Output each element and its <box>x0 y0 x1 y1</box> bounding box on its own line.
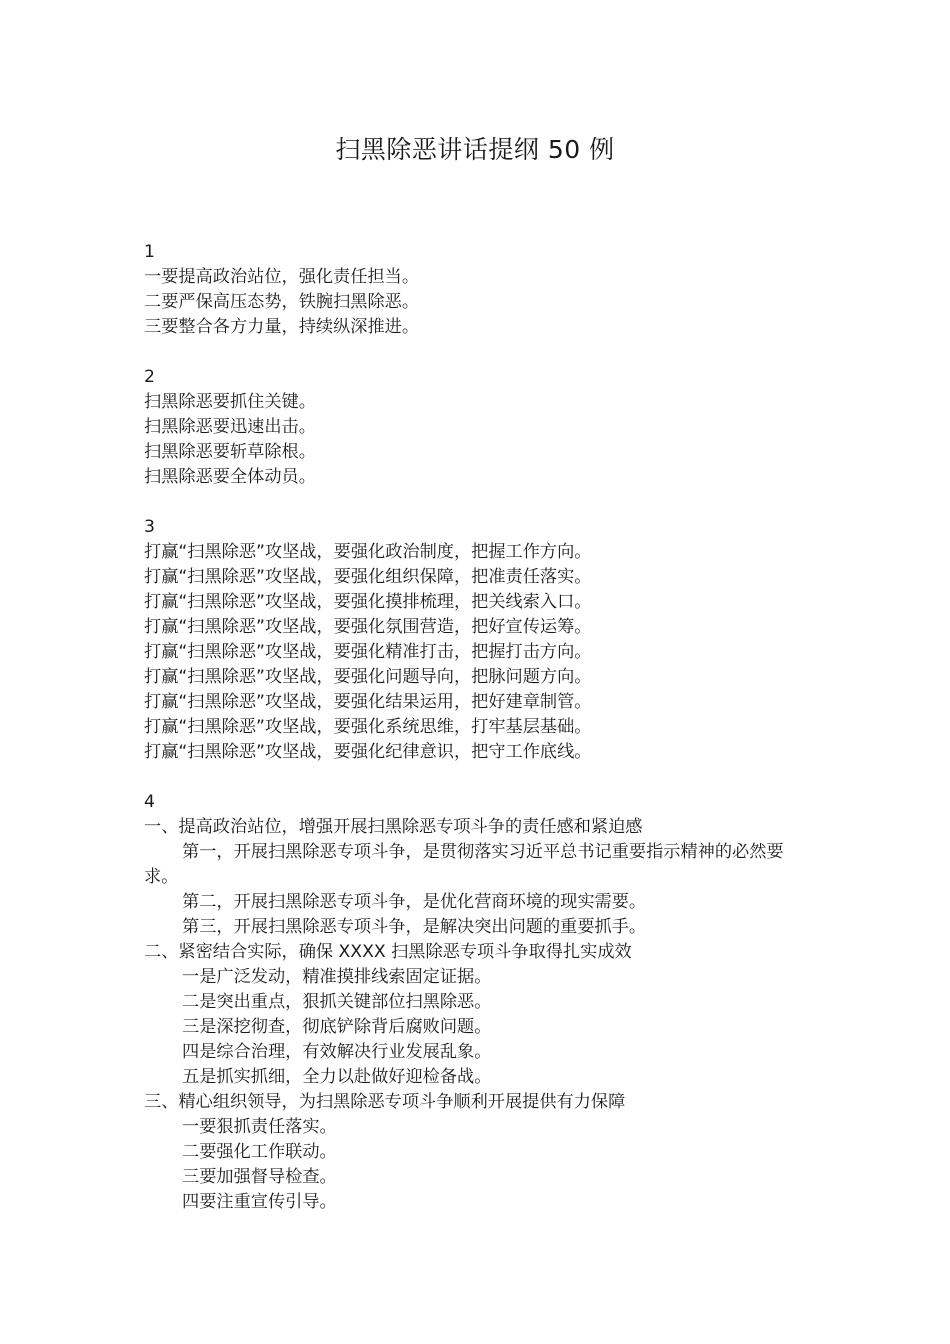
section-line: 打赢“扫黑除恶”攻坚战，要强化政治制度，把握工作方向。 <box>144 542 592 562</box>
outline-item: 一要狠抓责任落实。 <box>182 1117 337 1137</box>
outline-item: 二要强化工作联动。 <box>182 1142 337 1162</box>
section-number: 1 <box>144 242 155 262</box>
outline-heading-3: 三、精心组织领导，为扫黑除恶专项斗争顺利开展提供有力保障 <box>144 1092 626 1112</box>
outline-item: 二是突出重点，狠抓关键部位扫黑除恶。 <box>182 992 492 1012</box>
section-2 <box>144 365 814 490</box>
section-line: 打赢“扫黑除恶”攻坚战，要强化结果运用，把好建章制管。 <box>144 692 592 712</box>
document-body <box>144 240 814 1240</box>
section-line: 打赢“扫黑除恶”攻坚战，要强化纪律意识，把守工作底线。 <box>144 742 592 762</box>
outline-item: 三是深挖彻查，彻底铲除背后腐败问题。 <box>182 1017 492 1037</box>
section-number: 3 <box>144 517 155 537</box>
section-line: 三要整合各方力量，持续纵深推进。 <box>144 317 420 337</box>
section-line: 扫黑除恶要全体动员。 <box>144 467 316 487</box>
section-line: 打赢“扫黑除恶”攻坚战，要强化系统思维，打牢基层基础。 <box>144 717 592 737</box>
section-line: 一要提高政治站位，强化责任担当。 <box>144 267 420 287</box>
section-line: 打赢“扫黑除恶”攻坚战，要强化精准打击，把握打击方向。 <box>144 642 592 662</box>
section-number: 4 <box>144 792 155 812</box>
outline-item: 四是综合治理，有效解决行业发展乱象。 <box>182 1042 492 1062</box>
outline-item: 三要加强督导检查。 <box>182 1167 337 1187</box>
section-line: 扫黑除恶要抓住关键。 <box>144 392 316 412</box>
outline-item: 第一，开展扫黑除恶专项斗争，是贯彻落实习近平总书记重要指示精神的必然要求。 <box>144 842 784 887</box>
outline-item: 四要注重宣传引导。 <box>182 1192 337 1212</box>
section-line: 打赢“扫黑除恶”攻坚战，要强化组织保障，把准责任落实。 <box>144 567 592 587</box>
section-line: 扫黑除恶要斩草除根。 <box>144 442 316 462</box>
section-line: 打赢“扫黑除恶”攻坚战，要强化问题导向，把脉问题方向。 <box>144 667 592 687</box>
section-number: 2 <box>144 367 155 387</box>
section-line: 打赢“扫黑除恶”攻坚战，要强化摸排梳理，把关线索入口。 <box>144 592 592 612</box>
section-line: 二要严保高压态势，铁腕扫黑除恶。 <box>144 292 420 312</box>
outline-item: 第二，开展扫黑除恶专项斗争，是优化营商环境的现实需要。 <box>182 892 647 912</box>
outline-item: 五是抓实抓细，全力以赴做好迎检备战。 <box>182 1067 492 1087</box>
section-line: 打赢“扫黑除恶”攻坚战，要强化氛围营造，把好宣传运筹。 <box>144 617 592 637</box>
section-line: 扫黑除恶要迅速出击。 <box>144 417 316 437</box>
section-3 <box>144 515 814 765</box>
outline-item: 第三，开展扫黑除恶专项斗争，是解决突出问题的重要抓手。 <box>182 917 647 937</box>
document-title: 扫黑除恶讲话提纲 50 例 <box>335 135 615 164</box>
outline-heading-1: 一、提高政治站位，增强开展扫黑除恶专项斗争的责任感和紧迫感 <box>144 817 643 837</box>
outline-item: 一是广泛发动，精准摸排线索固定证据。 <box>182 967 492 987</box>
section-1 <box>144 240 814 340</box>
section-4 <box>144 790 814 1215</box>
outline-heading-2: 二、紧密结合实际，确保 XXXX 扫黑除恶专项斗争取得扎实成效 <box>144 942 632 962</box>
